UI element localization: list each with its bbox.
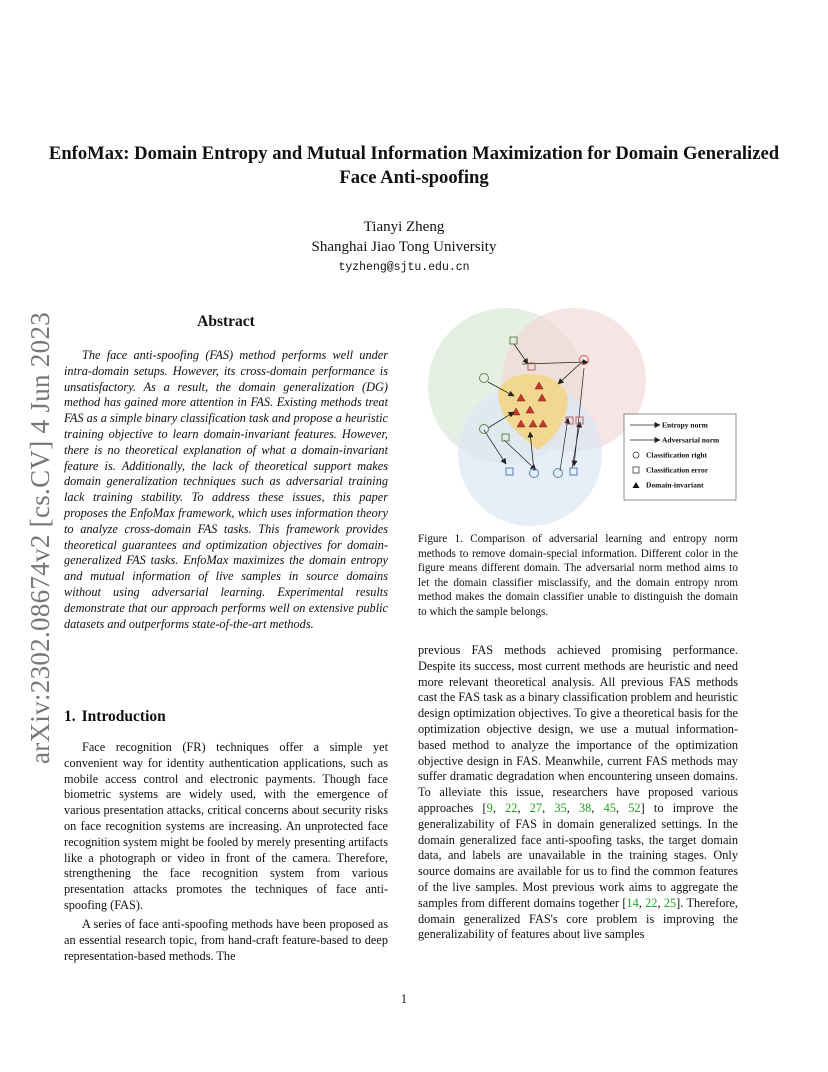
- abstract-heading: Abstract: [197, 313, 255, 330]
- citation-link[interactable]: 25: [663, 895, 677, 910]
- citation-link[interactable]: 35: [554, 800, 567, 815]
- intro-paragraph-2: A series of face anti-spoofing methods have been proposed as an essential research topic, from hand-craft feature-based to deep representation-based methods. The: [64, 917, 388, 963]
- citation-link[interactable]: 14: [626, 895, 639, 910]
- citation-link[interactable]: 52: [628, 800, 641, 815]
- right-text-part-1: previous FAS methods achieved promising performance. Despite its success, most current methods are heuristic and need more relevant theoretical analysis. All previous FAS methods cast the FAS task as a binary classification problem and heuristic design optimization objectives. To give a theoretical basis for the optimization objective design, we use a mutual information-based method to analyze the importance of the optimization objective design in FAS. Meanwhile, current FAS methods may suffer dramatic degradation when encountering unseen domains. To alleviate this issue, researchers have proposed various approaches [: [418, 643, 738, 815]
- intro-paragraph-right: previous FAS methods achieved promising performance. Despite its success, most current methods are heuristic and need more relevant theoretical analysis. All previous FAS methods cast the FAS task as a binary classification problem and heuristic design optimization objectives. To give a theoretical basis for the optimization objective design, we use a mutual information-based method to analyze the importance of the optimization objective design in FAS. Meanwhile, current FAS methods may suffer dramatic degradation when encountering unseen domains. To alleviate this issue, researchers have proposed various approaches [9, 22, 27, 35, 38, 45, 52] to improve the generalizability of FAS in domain generalized settings. In the domain generalized face anti-spoofing tasks, the target domain data, and labels are unavailable in the training stages. Only source domains are available for us to find the common features of the live samples. Most previous work aims to aggregate the samples from different domains together [14, 22, 25]. Therefore, domain generalized FAS's core problem is improving the generalizability of features about live samples: [418, 643, 738, 942]
- author-affiliation: Shanghai Jiao Tong University: [311, 239, 497, 255]
- figure-legend: [624, 414, 736, 500]
- right-text-part-2: ] to improve the generalizability of FAS in domain generalized settings. In the domain generalized face anti-spoofing tasks, the target domain data, and labels are unavailable in the training stages. Only source domains are available for us to find the common features of the live samples. Most previous work aims to aggregate the samples from different domains together [: [418, 800, 738, 910]
- citation-link[interactable]: 22: [645, 895, 658, 910]
- legend-domain-invariant: Domain-invariant: [646, 480, 704, 490]
- legend-classification-right: Classification right: [646, 450, 708, 460]
- legend-entropy-norm: Entropy norm: [662, 420, 708, 430]
- citation-link[interactable]: 38: [579, 800, 592, 815]
- paper-title: EnfoMax: Domain Entropy and Mutual Information Maximization for Domain Generalized Face Anti-spoofing: [48, 143, 780, 188]
- arxiv-identifier: arXiv:2302.08674v2 [cs.CV] 4 Jun 2023: [25, 311, 55, 764]
- figure-1-svg: [418, 308, 738, 530]
- page-number: 1: [400, 992, 408, 1006]
- author-name: Tianyi Zheng: [363, 219, 445, 235]
- section-title: Introduction: [81, 708, 166, 725]
- citation-link[interactable]: 22: [505, 800, 518, 815]
- legend-classification-error: Classification error: [646, 465, 709, 475]
- figure-1-caption: Figure 1. Comparison of adversarial learning and entropy norm methods to remove domain-special information. Different color in the figure means different domain. The adversarial norm method aims to let the domain classifier misclassify, and the domain entropy nrom method makes the domain classifier unable to distinguish the domain to which the sample belongs.: [418, 533, 738, 618]
- citation-link[interactable]: 9: [486, 800, 493, 815]
- section-heading-introduction: [64, 708, 166, 726]
- figure-1-diagram: [418, 308, 738, 530]
- citation-link[interactable]: 27: [529, 800, 543, 815]
- right-text-part-3: ]. Therefore, domain generalized FAS's core problem is improving the generalizability of features about live samples: [418, 895, 738, 942]
- abstract-text: The face anti-spoofing (FAS) method performs well under intra-domain setups. However, its cross-domain performance is unsatisfactory. As a result, the domain generalization (DG) method has gained more attention in FAS. Existing methods treat FAS as a simple binary classification task and propose a heuristic training objective to learn domain-invariant features. However, there is no theoretical explanation of what a domain-invariant feature is. Additionally, the lack of theoretical support makes domain generalization techniques such as adversarial training lack training stability. To address these issues, this paper proposes the EnfoMax framework, which uses information theory to analyze cross-domain FAS tasks. This framework provides theoretical guarantees and optimization objectives for domain-generalized FAS tasks. EnfoMax maximizes the domain entropy and mutual information of live samples in source domains without using adversarial learning. Experimental results demonstrate that our approach performs well on extensive public datasets and outperforms state-of-the-art methods.: [64, 348, 388, 631]
- citation-link[interactable]: 45: [603, 800, 616, 815]
- legend-adversarial-norm: Adversarial norm: [662, 435, 720, 445]
- intro-paragraph-1: Face recognition (FR) techniques offer a simple yet convenient way for identity authentication applications, such as mobile access control and electronic payments. Though face biometric systems are widely used, with the emergence of various presentation attacks, critical concerns about security risks on face recognition systems are increasing. An unprotected face recognition system might be fooled by merely presenting artifacts like a photograph or video in front of the camera. Therefore, strengthening the face recognition system from various presentation attacks promotes the techniques of face anti-spoofing (FAS).: [64, 740, 388, 912]
- author-email: tyzheng@sjtu.edu.cn: [338, 261, 470, 274]
- section-number: 1.: [64, 708, 76, 725]
